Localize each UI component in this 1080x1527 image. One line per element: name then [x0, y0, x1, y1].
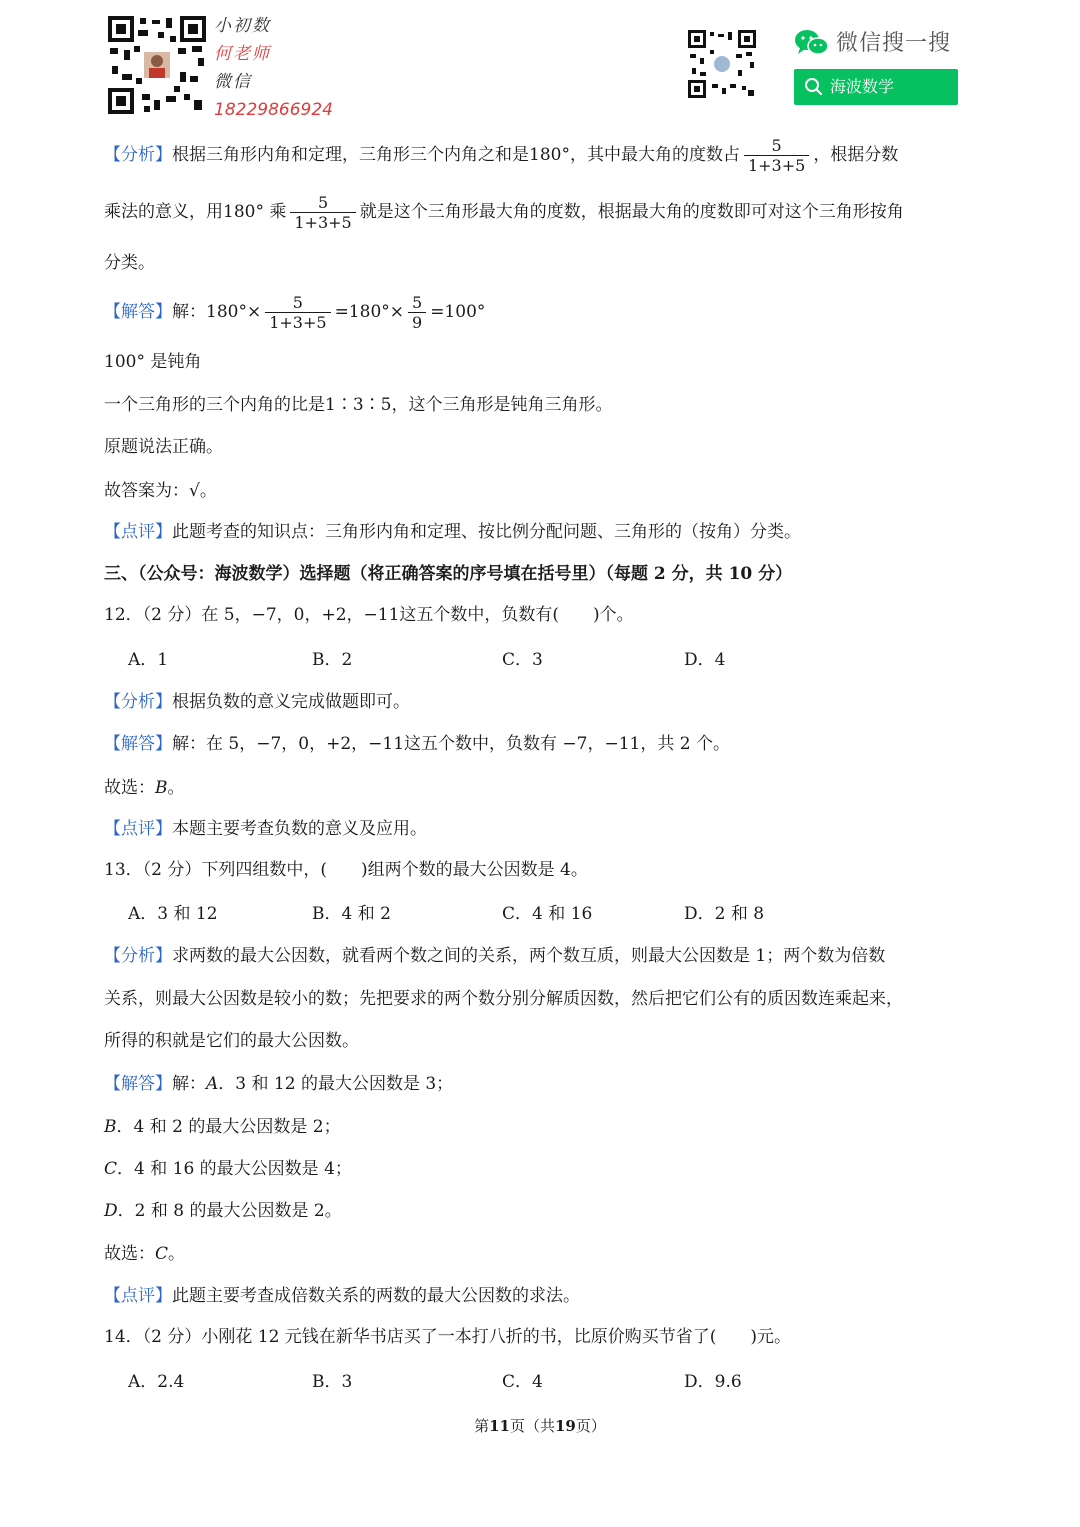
fraction: $\frac{5}{9}$ [408, 293, 426, 332]
option-c[interactable]: C．3 [502, 650, 543, 670]
option-a[interactable]: A．2.4 [128, 1372, 185, 1392]
answer-tag: 【解答】 [104, 734, 172, 754]
q11-answer-text: 原题说法正确。 [104, 437, 223, 457]
q13-analysis-line2: 关系，则最大公因数是较小的数；先把要求的两个数分别分解质因数，然后把它们公有的质因数连乘起来， [104, 989, 903, 1009]
wechat-logo-icon [794, 28, 830, 58]
page-total: 19 [555, 1417, 576, 1435]
q11-review: 【点评】此题考查的知识点：三角形内角和定理、按比例分配问题、三角形的（按角）分类。 [104, 522, 801, 542]
q12-choice: 故选：B。 [104, 778, 185, 798]
q13-choice: 故选：C。 [104, 1244, 186, 1264]
q12-answer: 【解答】解：在 5，−7，0，+2，−11这五个数中，负数有 −7，−11，共 2 个。 [104, 734, 730, 754]
q11-analysis-line2: 乘法的意义，用180° 乘 $\frac{5}{1+3+5}$ 就是这个三角形最大角的度数，根据最大角的度数即可对这个三角形按角 [104, 193, 904, 232]
qr-code-right [688, 30, 756, 98]
q11-answer-text: 故答案为：√。 [104, 481, 217, 501]
option-d[interactable]: D．4 [684, 650, 726, 670]
contact-line: 何老师 [214, 44, 271, 64]
review-tag: 【点评】 [104, 819, 172, 839]
search-button-label: 海波数学 [830, 77, 895, 96]
q14-stem: 14．（2 分）小刚花 12 元钱在新华书店买了一本打八折的书，比原价购买节省了( )元。 [104, 1327, 792, 1347]
qr-code-left [108, 16, 206, 114]
option-a[interactable]: A．1 [128, 650, 169, 670]
fraction: $\frac{5}{1+3+5}$ [290, 193, 355, 232]
contact-info [214, 12, 333, 124]
q11-answer-line: 【解答】解：180°× $\frac{5}{1+3+5}$ =180°× $\frac{5}{9}$ =100° [104, 293, 486, 332]
answer-tag: 【解答】 [104, 1074, 172, 1094]
answer-tag: 【解答】 [104, 302, 172, 322]
review-tag: 【点评】 [104, 1286, 172, 1306]
option-b[interactable]: B．2 [312, 650, 353, 670]
q13-review: 【点评】此题主要考查成倍数关系的两数的最大公因数的求法。 [104, 1286, 580, 1306]
q13-stem: 13．（2 分）下列四组数中，( )组两个数的最大公因数是 4。 [104, 860, 588, 880]
option-c[interactable]: C．4 和 16 [502, 904, 593, 924]
q13-answer-text: B．4 和 2 的最大公因数是 2； [104, 1117, 341, 1137]
q11-answer-text: 100° 是钝角 [104, 352, 202, 372]
q13-analysis-line3: 所得的积就是它们的最大公因数。 [104, 1031, 359, 1051]
page-number: 11 [489, 1417, 510, 1435]
review-tag: 【点评】 [104, 522, 172, 542]
q12-stem: 12．（2 分）在 5，−7，0，+2，−11这五个数中，负数有( )个。 [104, 605, 634, 625]
option-d[interactable]: D．9.6 [684, 1372, 742, 1392]
wechat-search-button[interactable] [794, 69, 958, 105]
option-a[interactable]: A．3 和 12 [128, 904, 218, 924]
analysis-tag: 【分析】 [104, 145, 172, 165]
fraction: $\frac{5}{1+3+5}$ [744, 136, 809, 175]
q13-analysis-line1: 【分析】求两数的最大公因数，就看两个数之间的关系，两个数互质，则最大公因数是 1；两个数为倍数 [104, 946, 886, 966]
fraction: $\frac{5}{1+3+5}$ [265, 293, 330, 332]
page-footer: 第11页（共19页） [474, 1417, 606, 1435]
q13-answer: 【解答】解：A．3 和 12 的最大公因数是 3； [104, 1074, 454, 1094]
q12-review: 【点评】本题主要考查负数的意义及应用。 [104, 819, 427, 839]
option-b[interactable]: B．3 [312, 1372, 353, 1392]
q13-answer-text: D．2 和 8 的最大公因数是 2。 [104, 1201, 342, 1221]
q11-analysis-line1: 【分析】根据三角形内角和定理，三角形三个内角之和是180°，其中最大角的度数占 $\frac{5}{1+3+5}$ ，根据分数 [104, 136, 899, 175]
q12-analysis: 【分析】根据负数的意义完成做题即可。 [104, 692, 410, 712]
section-title: 三、（公众号：海波数学）选择题（将正确答案的序号填在括号里）（每题 2 分，共 10 分） [104, 564, 793, 584]
analysis-tag: 【分析】 [104, 946, 172, 966]
analysis-tag: 【分析】 [104, 692, 172, 712]
contact-line: 小初数 [214, 16, 271, 36]
contact-phone: 18229866924 [214, 100, 333, 120]
option-d[interactable]: D．2 和 8 [684, 904, 765, 924]
q13-answer-text: C．4 和 16 的最大公因数是 4； [104, 1159, 352, 1179]
contact-line: 微信 [214, 72, 252, 92]
q11-analysis-line3: 分类。 [104, 253, 155, 273]
search-icon [804, 77, 824, 97]
option-b[interactable]: B．4 和 2 [312, 904, 391, 924]
option-c[interactable]: C．4 [502, 1372, 543, 1392]
q11-answer-text: 一个三角形的三个内角的比是1∶3∶5，这个三角形是钝角三角形。 [104, 395, 613, 415]
wechat-search-label: 微信搜一搜 [836, 31, 952, 56]
